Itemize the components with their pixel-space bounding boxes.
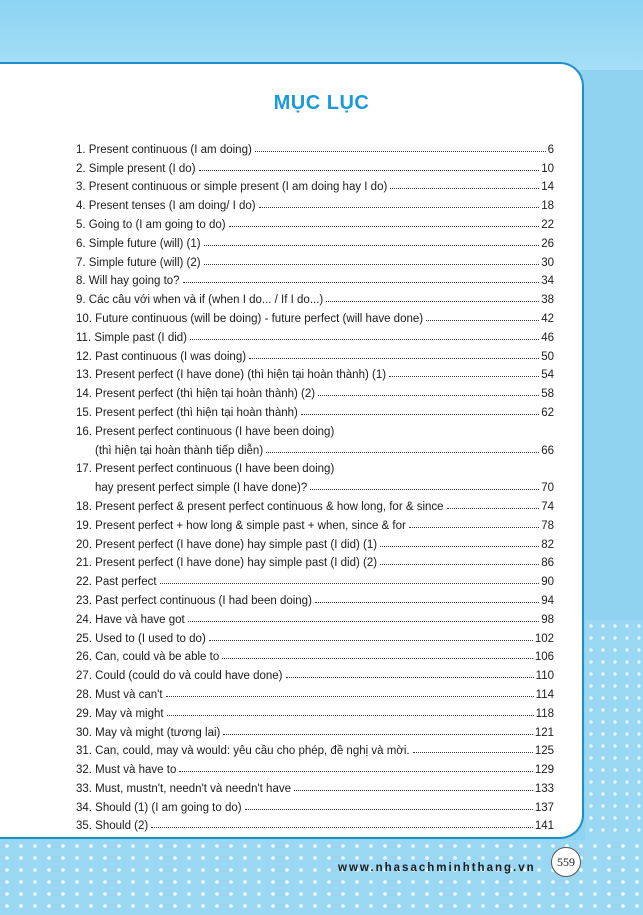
toc-entry-label: 15. Present perfect (thì hiện tại hoàn thành): [76, 406, 298, 419]
toc-entry-page: 137: [534, 801, 554, 814]
toc-dot-leader: [426, 320, 539, 321]
toc-dot-leader: [160, 583, 540, 584]
toc-entry-label: 11. Simple past (I did): [76, 331, 188, 344]
toc-entry: [76, 776, 554, 795]
toc-entry: [76, 513, 554, 532]
toc-entry: [76, 569, 554, 588]
toc-entry-page: 70: [541, 482, 554, 495]
toc-dot-leader: [315, 602, 539, 603]
toc-dot-leader: [229, 226, 540, 227]
toc-dot-leader: [179, 771, 532, 772]
background-top: [0, 0, 643, 70]
background-dot-pattern-bottom: [0, 840, 643, 915]
toc-dot-leader: [266, 452, 539, 453]
toc-entry: [76, 231, 554, 250]
toc-entry-label: 23. Past perfect continuous (I had been doing): [76, 594, 312, 607]
toc-entry: [76, 494, 554, 513]
table-of-contents: [76, 137, 554, 832]
toc-dot-leader: [413, 752, 533, 753]
toc-entry: [76, 325, 554, 344]
toc-entry-label: 16. Present perfect continuous (I have been doing): [76, 425, 335, 438]
toc-dot-leader: [188, 621, 540, 622]
toc-entry: [76, 532, 554, 551]
toc-entry-page: 30: [541, 256, 554, 269]
toc-entry-page: 66: [541, 444, 554, 457]
toc-entry-page: 42: [541, 312, 554, 325]
toc-dot-leader: [199, 170, 540, 171]
toc-dot-leader: [151, 827, 533, 828]
toc-dot-leader: [166, 696, 534, 697]
toc-entry-page: 22: [541, 218, 554, 231]
toc-entry-page: 86: [541, 557, 554, 570]
toc-entry: [76, 137, 554, 156]
toc-entry-label: 32. Must và have to: [76, 764, 177, 777]
toc-dot-leader: [310, 489, 539, 490]
toc-entry-continuation: [76, 438, 554, 457]
toc-entry: [76, 645, 554, 664]
toc-entry-label: 26. Can, could và be able to: [76, 651, 220, 664]
toc-dot-leader: [318, 395, 539, 396]
toc-entry-page: 10: [541, 162, 554, 175]
page-number-badge: 559: [551, 847, 581, 877]
background-dot-pattern-right: [585, 620, 643, 850]
toc-dot-leader: [222, 658, 533, 659]
toc-entry-label: 17. Present perfect continuous (I have been doing): [76, 463, 335, 476]
page-title: MỤC LỤC: [273, 92, 370, 114]
toc-dot-leader: [447, 508, 540, 509]
toc-entry-label: 21. Present perfect (I have done) hay simple past (I did) (2): [76, 557, 378, 570]
toc-entry-page: 121: [534, 726, 554, 739]
toc-entry-page: 94: [541, 594, 554, 607]
toc-entry-label: 31. Can, could, may và would: yêu cầu cho phép, đề nghị và mời.: [76, 745, 410, 758]
toc-entry-page: 110: [535, 670, 554, 683]
toc-dot-leader: [380, 564, 539, 565]
toc-entry-page: 78: [541, 519, 554, 532]
toc-entry-label: 9. Các câu với when và if (when I do... / If I do...): [76, 294, 324, 307]
toc-entry: [76, 739, 554, 758]
website-url: www.nhasachminhthang.vn: [338, 862, 536, 874]
toc-entry: [76, 419, 554, 438]
toc-entry-label: 4. Present tenses (I am doing/ I do): [76, 200, 256, 213]
toc-entry-label: 7. Simple future (will) (2): [76, 256, 201, 269]
toc-dot-leader: [286, 677, 534, 678]
toc-entry-continuation: [76, 475, 554, 494]
toc-entry-label: 20. Present perfect (I have done) hay simple past (I did) (1): [76, 538, 378, 551]
toc-entry: [76, 607, 554, 626]
toc-entry-label: 14. Present perfect (thì hiện tại hoàn thành) (2): [76, 388, 316, 401]
toc-entry-label: 5. Going to (I am going to do): [76, 218, 226, 231]
toc-entry-label: 34. Should (1) (I am going to do): [76, 801, 242, 814]
toc-dot-leader: [167, 715, 534, 716]
toc-dot-leader: [301, 414, 539, 415]
toc-dot-leader: [380, 546, 539, 547]
toc-entry: [76, 757, 554, 776]
toc-entry: [76, 682, 554, 701]
toc-entry: [76, 457, 554, 476]
toc-entry-label: 12. Past continuous (I was doing): [76, 350, 247, 363]
toc-entry-label: 30. May và might (tương lai): [76, 726, 221, 739]
toc-entry: [76, 212, 554, 231]
toc-entry-page: 58: [541, 388, 554, 401]
toc-entry-label: 27. Could (could do và could have done): [76, 670, 283, 683]
toc-entry: [76, 269, 554, 288]
toc-entry: [76, 250, 554, 269]
toc-entry: [76, 306, 554, 325]
toc-dot-leader: [190, 339, 539, 340]
toc-entry-label: 35. Should (2): [76, 820, 149, 833]
toc-entry: [76, 363, 554, 382]
toc-dot-leader: [183, 282, 540, 283]
toc-entry-page: 82: [541, 538, 554, 551]
toc-entry: [76, 287, 554, 306]
toc-entry-label: 2. Simple present (I do): [76, 162, 196, 175]
toc-dot-leader: [204, 264, 540, 265]
toc-entry-label: 19. Present perfect + how long & simple past + when, since & for: [76, 519, 406, 532]
toc-entry: [76, 588, 554, 607]
toc-dot-leader: [389, 376, 539, 377]
toc-entry: [76, 400, 554, 419]
toc-entry-label: hay present perfect simple (I have done)?: [95, 482, 308, 495]
toc-dot-leader: [245, 809, 533, 810]
toc-entry: [76, 720, 554, 739]
toc-entry-page: 133: [534, 782, 554, 795]
toc-entry-label: (thì hiện tại hoàn thành tiếp diễn): [95, 444, 264, 457]
toc-entry-page: 46: [541, 331, 554, 344]
toc-entry-page: 98: [541, 613, 554, 626]
toc-entry: [76, 663, 554, 682]
toc-dot-leader: [294, 790, 533, 791]
toc-entry-label: 1. Present continuous (I am doing): [76, 143, 252, 156]
toc-dot-leader: [223, 734, 532, 735]
toc-entry-label: 24. Have và have got: [76, 613, 185, 626]
toc-entry: [76, 381, 554, 400]
toc-entry-page: 38: [541, 294, 554, 307]
toc-entry-label: 33. Must, mustn't, needn't và needn't have: [76, 782, 291, 795]
toc-dot-leader: [409, 527, 539, 528]
toc-entry: [76, 551, 554, 570]
toc-entry-page: 6: [547, 143, 554, 156]
toc-dot-leader: [209, 640, 533, 641]
toc-entry-page: 114: [535, 688, 554, 701]
toc-entry: [76, 344, 554, 363]
toc-entry-page: 90: [541, 576, 554, 589]
toc-dot-leader: [204, 245, 540, 246]
toc-entry-page: 54: [541, 369, 554, 382]
toc-entry-page: 118: [535, 707, 554, 720]
toc-entry-page: 141: [534, 820, 554, 833]
toc-entry-page: 125: [534, 745, 554, 758]
toc-dot-leader: [326, 301, 539, 302]
toc-dot-leader: [390, 188, 539, 189]
toc-entry: [76, 626, 554, 645]
toc-entry: [76, 175, 554, 194]
toc-entry-page: 74: [541, 500, 554, 513]
toc-entry-label: 18. Present perfect & present perfect continuous & how long, for & since: [76, 500, 444, 513]
toc-entry-page: 129: [534, 764, 554, 777]
toc-entry-label: 22. Past perfect: [76, 576, 157, 589]
toc-entry-label: 6. Simple future (will) (1): [76, 237, 201, 250]
toc-entry: [76, 156, 554, 175]
toc-entry-page: 50: [541, 350, 554, 363]
toc-entry-page: 62: [541, 406, 554, 419]
toc-entry-page: 26: [541, 237, 554, 250]
toc-dot-leader: [255, 151, 546, 152]
toc-entry-page: 106: [534, 651, 554, 664]
toc-entry: [76, 795, 554, 814]
toc-entry-label: 25. Used to (I used to do): [76, 632, 206, 645]
toc-entry-label: 8. Will hay going to?: [76, 275, 180, 288]
toc-entry-page: 18: [541, 200, 554, 213]
toc-dot-leader: [259, 207, 540, 208]
toc-entry-page: 102: [534, 632, 554, 645]
toc-entry: [76, 701, 554, 720]
toc-entry-page: 34: [541, 275, 554, 288]
toc-entry-label: 28. Must và can't: [76, 688, 163, 701]
toc-entry: [76, 193, 554, 212]
toc-entry: [76, 814, 554, 833]
toc-entry-label: 13. Present perfect (I have done) (thì hiện tại hoàn thành) (1): [76, 369, 387, 382]
toc-entry-label: 10. Future continuous (will be doing) - future perfect (will have done): [76, 312, 424, 325]
toc-entry-page: 14: [541, 181, 554, 194]
toc-dot-leader: [249, 358, 539, 359]
toc-entry-label: 3. Present continuous or simple present (I am doing hay I do): [76, 181, 388, 194]
toc-entry-label: 29. May và might: [76, 707, 164, 720]
